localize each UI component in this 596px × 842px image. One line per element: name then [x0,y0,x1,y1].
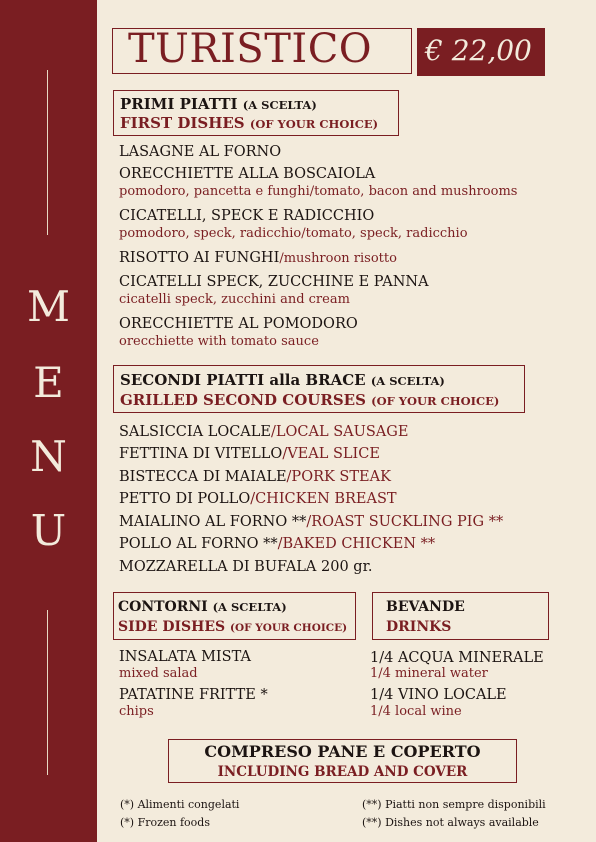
bevande-heading-en: DRINKS [386,619,452,635]
bevande-heading-it: BEVANDE [386,599,465,615]
primi-item-desc: cicatelli speck, zucchini and cream [119,292,350,307]
primi-item-desc: pomodoro, speck, radicchio/tomato, speck, radicchio [119,226,468,241]
price-label: € 22,00 [425,34,532,67]
menu-letter-u: U [30,506,67,555]
contorni-item-name: PATATINE FRITTE * [119,687,268,703]
primi-heading-it: PRIMI PIATTI (A SCELTA) [120,95,317,113]
primi-item-desc: orecchiette with tomato sauce [119,334,319,349]
footnote-frozen-en: (*) Frozen foods [120,816,210,829]
page-title: TURISTICO [128,26,373,72]
secondi-item: BISTECCA DI MAIALE/PORK STEAK [119,469,391,485]
primi-heading-en: FIRST DISHES (OF YOUR CHOICE) [120,114,379,132]
menu-letter-m: M [26,282,70,331]
contorni-heading-it: CONTORNI (A SCELTA) [118,599,287,615]
cover-charge-it: COMPRESO PANE E COPERTO [204,742,481,761]
secondi-item: MOZZARELLA DI BUFALA 200 gr. [119,559,373,575]
cover-charge-en: INCLUDING BREAD AND COVER [217,764,468,780]
bevande-item-name: 1/4 ACQUA MINERALE [370,650,544,666]
secondi-item: PETTO DI POLLO/CHICKEN BREAST [119,491,397,507]
secondi-heading-it: SECONDI PIATTI alla BRACE (A SCELTA) [120,371,445,389]
side-band [0,0,97,842]
primi-item-desc: pomodoro, pancetta e funghi/tomato, bacon and mushrooms [119,184,518,199]
primi-item-name: ORECCHIETTE AL POMODORO [119,316,358,332]
footnote-availability-en: (**) Dishes not always available [362,816,539,829]
primi-item-name: LASAGNE AL FORNO [119,144,282,160]
primi-item-name: ORECCHIETTE ALLA BOSCAIOLA [119,166,376,182]
footnote-frozen-it: (*) Alimenti congelati [120,798,240,811]
primi-item-name: CICATELLI, SPECK E RADICCHIO [119,208,375,224]
bevande-item-desc: 1/4 local wine [370,704,462,719]
bevande-item-desc: 1/4 mineral water [370,666,488,681]
menu-letter-e: E [33,358,64,407]
secondi-item: POLLO AL FORNO **/BAKED CHICKEN ** [119,536,436,552]
side-divider-bottom [47,610,48,775]
side-divider-top [47,70,48,235]
footnote-availability-it: (**) Piatti non sempre disponibili [362,798,546,811]
menu-letter-n: N [30,432,67,481]
contorni-item-desc: chips [119,704,154,719]
contorni-item-desc: mixed salad [119,666,198,681]
secondi-item: FETTINA DI VITELLO/VEAL SLICE [119,446,380,462]
primi-item-name: RISOTTO AI FUNGHI/mushroon risotto [119,250,397,266]
primi-item-name: CICATELLI SPECK, ZUCCHINE E PANNA [119,274,429,290]
secondi-item: SALSICCIA LOCALE/LOCAL SAUSAGE [119,424,409,440]
secondi-heading-en: GRILLED SECOND COURSES (OF YOUR CHOICE) [120,391,500,409]
secondi-item: MAIALINO AL FORNO **/ROAST SUCKLING PIG ** [119,514,504,530]
contorni-heading-en: SIDE DISHES (OF YOUR CHOICE) [118,619,348,635]
bevande-item-name: 1/4 VINO LOCALE [370,687,507,703]
contorni-item-name: INSALATA MISTA [119,649,251,665]
